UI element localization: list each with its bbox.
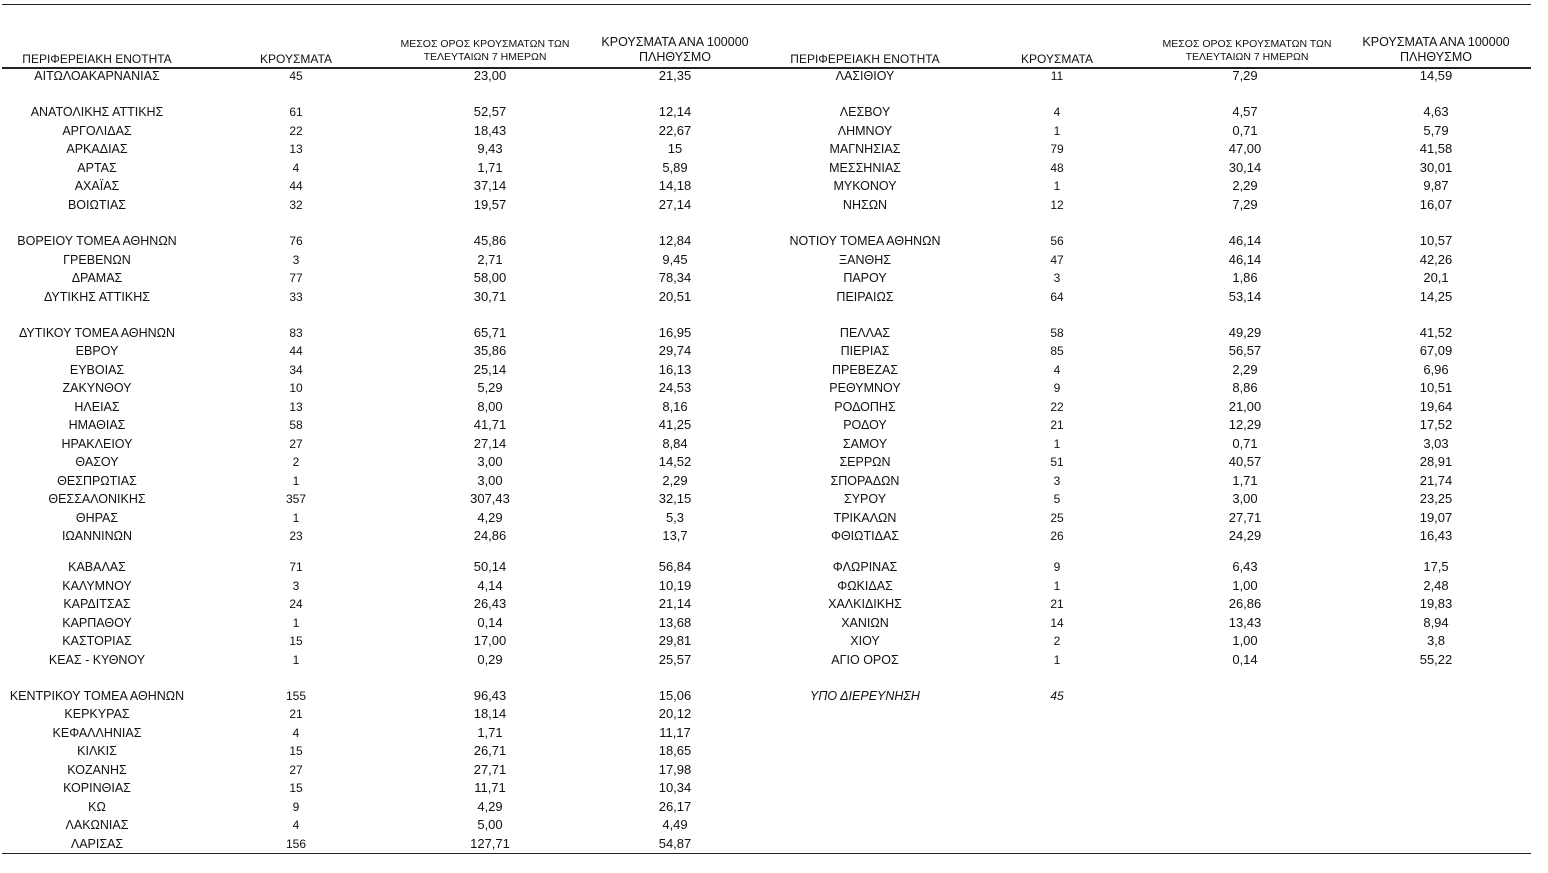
right-region-cell: ΛΕΣΒΟΥ	[839, 105, 891, 119]
left-cases-cell: 71	[289, 560, 303, 574]
right-avg-cell: 30,14	[1228, 160, 1262, 175]
left-avg-cell: 35,86	[473, 343, 507, 358]
left-per100k-cell: 5,3	[665, 510, 685, 525]
right-cases-cell: 1	[1053, 437, 1061, 451]
left-region-cell: ΒΟΙΩΤΙΑΣ	[67, 198, 127, 212]
left-region-cell: ΘΕΣΠΡΩΤΙΑΣ	[57, 474, 137, 488]
left-region-cell: ΚΑΡΠΑΘΟΥ	[62, 616, 132, 630]
right-per100k-cell: 10,51	[1419, 380, 1453, 395]
left-header-per100k	[585, 35, 765, 65]
left-cases-cell: 44	[289, 344, 303, 358]
left-avg-cell: 11,71	[474, 780, 506, 795]
right-avg-cell: 56,57	[1228, 343, 1262, 358]
right-region-cell: ΧΙΟΥ	[850, 634, 880, 648]
left-region-cell: ΚΕΡΚΥΡΑΣ	[64, 707, 130, 721]
left-avg-cell: 4,14	[477, 578, 503, 593]
right-avg-cell: 53,14	[1228, 289, 1262, 304]
right-avg-cell: 26,86	[1228, 596, 1262, 611]
right-cases-cell: 14	[1050, 616, 1064, 630]
left-header-region: ΠΕΡΙΦΕΡΕΙΑΚΗ ΕΝΟΤΗΤΑ	[22, 52, 172, 66]
right-avg-cell: 0,14	[1232, 652, 1258, 667]
left-cases-cell: 9	[292, 800, 300, 814]
right-cases-cell: 51	[1050, 455, 1064, 469]
left-per100k-cell: 9,45	[662, 252, 688, 267]
left-cases-cell: 33	[289, 290, 303, 304]
left-region-cell: ΔΡΑΜΑΣ	[71, 271, 123, 285]
left-cases-cell: 4	[292, 818, 300, 832]
right-region-cell: ΝΗΣΩΝ	[842, 198, 888, 212]
left-cases-cell: 45	[289, 69, 303, 83]
left-region-cell: ΙΩΑΝΝΙΝΩΝ	[61, 529, 133, 543]
right-per100k-cell: 2,48	[1423, 578, 1449, 593]
left-cases-cell: 3	[292, 253, 300, 267]
left-per100k-cell: 10,34	[658, 780, 692, 795]
left-avg-cell: 52,57	[473, 104, 507, 119]
right-per100k-cell: 4,63	[1423, 104, 1449, 119]
left-per100k-cell: 20,12	[658, 706, 692, 721]
right-per100k-cell: 9,87	[1423, 178, 1449, 193]
left-per100k-cell: 10,19	[658, 578, 692, 593]
right-region-cell: ΤΡΙΚΑΛΩΝ	[833, 511, 897, 525]
left-avg-cell: 23,00	[473, 68, 507, 83]
left-cases-cell: 58	[289, 418, 303, 432]
right-per100k-cell: 20,1	[1423, 270, 1449, 285]
right-per100k-cell: 16,07	[1419, 197, 1453, 212]
right-region-cell: ΦΛΩΡΙΝΑΣ	[832, 560, 898, 574]
left-region-cell: ΓΡΕΒΕΝΩΝ	[63, 253, 131, 267]
left-cases-cell: 357	[285, 492, 307, 506]
right-avg-cell: 0,71	[1232, 123, 1258, 138]
left-cases-cell: 27	[289, 763, 303, 777]
left-region-cell: ΚΙΛΚΙΣ	[77, 744, 117, 758]
left-region-cell: ΑΡΚΑΔΙΑΣ	[66, 142, 128, 156]
left-avg-cell: 65,71	[473, 325, 507, 340]
right-region-cell: ΥΠΟ ΔΙΕΡΕΥΝΗΣΗ	[810, 689, 920, 703]
left-avg-cell: 45,86	[473, 233, 507, 248]
left-region-cell: ΚΑΡΔΙΤΣΑΣ	[63, 597, 131, 611]
right-cases-cell: 47	[1050, 253, 1064, 267]
right-region-cell: ΞΑΝΘΗΣ	[839, 253, 891, 267]
left-per100k-cell: 12,84	[658, 233, 692, 248]
left-avg-cell: 19,57	[473, 197, 507, 212]
right-per100k-cell: 41,58	[1419, 141, 1453, 156]
left-avg-cell: 58,00	[473, 270, 507, 285]
right-avg-cell: 46,14	[1228, 252, 1262, 267]
left-per100k-cell: 24,53	[658, 380, 692, 395]
bottom-rule	[2, 853, 1531, 854]
left-per100k-cell: 14,52	[658, 454, 692, 469]
left-cases-cell: 10	[289, 381, 303, 395]
left-per100k-cell: 18,65	[658, 743, 692, 758]
left-region-cell: ΚΑΒΑΛΑΣ	[68, 560, 126, 574]
right-avg-cell: 46,14	[1228, 233, 1262, 248]
right-avg-cell: 27,71	[1228, 510, 1262, 525]
right-avg-cell: 3,00	[1232, 491, 1258, 506]
right-region-cell: ΠΕΙΡΑΙΩΣ	[836, 290, 894, 304]
left-cases-cell: 21	[289, 707, 303, 721]
right-avg-cell: 13,43	[1228, 615, 1262, 630]
left-cases-cell: 13	[289, 400, 303, 414]
right-cases-cell: 1	[1053, 124, 1061, 138]
left-cases-cell: 15	[289, 744, 303, 758]
right-per100k-cell: 5,79	[1423, 123, 1449, 138]
left-header-avg-line2: ΤΕΛΕΥΤΑΙΩΝ 7 ΗΜΕΡΩΝ	[423, 51, 547, 63]
right-avg-cell: 21,00	[1228, 399, 1262, 414]
left-cases-cell: 61	[289, 105, 303, 119]
right-region-cell: ΡΕΘΥΜΝΟΥ	[829, 381, 901, 395]
left-region-cell: ΗΛΕΙΑΣ	[74, 400, 120, 414]
left-cases-cell: 1	[292, 616, 300, 630]
left-region-cell: ΚΟΖΑΝΗΣ	[67, 763, 127, 777]
right-region-cell: ΠΕΛΛΑΣ	[839, 326, 891, 340]
left-avg-cell: 5,00	[477, 817, 503, 832]
left-region-cell: ΔΥΤΙΚΗΣ ΑΤΤΙΚΗΣ	[44, 290, 150, 304]
left-cases-cell: 32	[289, 198, 303, 212]
right-per100k-cell: 14,25	[1419, 289, 1453, 304]
right-avg-cell: 1,71	[1232, 473, 1258, 488]
left-cases-cell: 83	[289, 326, 303, 340]
right-cases-cell: 9	[1053, 381, 1061, 395]
left-avg-cell: 8,00	[477, 399, 503, 414]
right-per100k-cell: 28,91	[1419, 454, 1453, 469]
left-avg-cell: 96,43	[473, 688, 507, 703]
right-avg-cell: 24,29	[1228, 528, 1262, 543]
left-per100k-cell: 20,51	[658, 289, 692, 304]
left-per100k-cell: 54,87	[658, 836, 692, 851]
right-region-cell: ΧΑΛΚΙΔΙΚΗΣ	[828, 597, 902, 611]
right-per100k-cell: 67,09	[1419, 343, 1453, 358]
right-cases-cell: 21	[1050, 597, 1064, 611]
right-region-cell: ΧΑΝΙΩΝ	[841, 616, 889, 630]
left-region-cell: ΑΧΑΪΑΣ	[74, 179, 120, 193]
left-per100k-cell: 56,84	[658, 559, 692, 574]
left-cases-cell: 1	[292, 474, 300, 488]
right-per100k-cell: 16,43	[1419, 528, 1453, 543]
left-header-per100k-line2: ΠΛΗΘΥΣΜΟ	[639, 50, 711, 64]
left-per100k-cell: 13,7	[662, 528, 688, 543]
right-per100k-cell: 10,57	[1419, 233, 1453, 248]
right-cases-cell: 21	[1050, 418, 1064, 432]
left-per100k-cell: 12,14	[658, 104, 692, 119]
left-per100k-cell: 15	[667, 141, 683, 156]
left-region-cell: ΛΑΚΩΝΙΑΣ	[65, 818, 129, 832]
left-avg-cell: 2,71	[477, 252, 503, 267]
right-avg-cell: 1,00	[1232, 633, 1258, 648]
right-cases-cell: 3	[1053, 271, 1061, 285]
right-cases-cell: 9	[1053, 560, 1061, 574]
left-cases-cell: 77	[289, 271, 303, 285]
left-avg-cell: 18,43	[473, 123, 507, 138]
left-header-per100k-line1: ΚΡΟΥΣΜΑΤΑ ΑΝΑ 100000	[601, 35, 749, 49]
right-per100k-cell: 19,07	[1419, 510, 1453, 525]
right-cases-cell: 25	[1050, 511, 1064, 525]
left-avg-cell: 1,71	[477, 725, 503, 740]
right-region-cell: ΦΩΚΙΔΑΣ	[837, 579, 893, 593]
right-avg-cell: 40,57	[1228, 454, 1262, 469]
left-region-cell: ΚΑΛΥΜΝΟΥ	[62, 579, 132, 593]
right-region-cell: ΜΥΚΟΝΟΥ	[833, 179, 897, 193]
left-cases-cell: 24	[289, 597, 303, 611]
right-cases-cell: 22	[1050, 400, 1064, 414]
top-rule	[2, 4, 1531, 5]
left-per100k-cell: 32,15	[658, 491, 692, 506]
right-cases-cell: 58	[1050, 326, 1064, 340]
left-cases-cell: 76	[289, 234, 303, 248]
right-cases-cell: 11	[1050, 69, 1064, 83]
right-cases-cell: 4	[1053, 363, 1061, 377]
left-avg-cell: 25,14	[473, 362, 507, 377]
left-region-cell: ΚΑΣΤΟΡΙΑΣ	[62, 634, 132, 648]
right-avg-cell: 47,00	[1228, 141, 1262, 156]
left-per100k-cell: 15,06	[658, 688, 692, 703]
right-per100k-cell: 17,52	[1419, 417, 1453, 432]
right-region-cell: ΡΟΔΟΠΗΣ	[834, 400, 896, 414]
right-per100k-cell: 3,03	[1423, 436, 1449, 451]
left-cases-cell: 2	[292, 455, 300, 469]
right-header-avg-line2: ΤΕΛΕΥΤΑΙΩΝ 7 ΗΜΕΡΩΝ	[1185, 51, 1309, 63]
left-avg-cell: 3,00	[477, 473, 503, 488]
right-header-per100k	[1346, 35, 1526, 65]
right-cases-cell: 1	[1053, 579, 1061, 593]
right-avg-cell: 2,29	[1232, 178, 1258, 193]
left-per100k-cell: 16,95	[658, 325, 692, 340]
left-region-cell: ΑΡΓΟΛΙΔΑΣ	[62, 124, 132, 138]
right-region-cell: ΠΑΡΟΥ	[843, 271, 887, 285]
left-cases-cell: 34	[289, 363, 303, 377]
right-per100k-cell: 30,01	[1419, 160, 1453, 175]
right-avg-cell: 49,29	[1228, 325, 1262, 340]
right-header-cases: ΚΡΟΥΣΜΑΤΑ	[1021, 52, 1093, 66]
left-per100k-cell: 17,98	[658, 762, 692, 777]
left-avg-cell: 9,43	[477, 141, 503, 156]
left-cases-cell: 1	[292, 511, 300, 525]
left-per100k-cell: 21,14	[658, 596, 692, 611]
left-avg-cell: 3,00	[477, 454, 503, 469]
right-region-cell: ΡΟΔΟΥ	[843, 418, 887, 432]
left-avg-cell: 4,29	[477, 799, 503, 814]
left-avg-cell: 50,14	[473, 559, 507, 574]
left-region-cell: ΘΕΣΣΑΛΟΝΙΚΗΣ	[48, 492, 146, 506]
left-per100k-cell: 26,17	[658, 799, 692, 814]
right-header-avg-line1: ΜΕΣΟΣ ΟΡΟΣ ΚΡΟΥΣΜΑΤΩΝ ΤΩΝ	[1162, 38, 1332, 50]
left-region-cell: ΚΕΦΑΛΛΗΝΙΑΣ	[52, 726, 142, 740]
right-per100k-cell: 6,96	[1423, 362, 1449, 377]
right-cases-cell: 1	[1053, 653, 1061, 667]
left-cases-cell: 4	[292, 161, 300, 175]
left-per100k-cell: 22,67	[658, 123, 692, 138]
right-per100k-cell: 3,8	[1426, 633, 1446, 648]
right-region-cell: ΠΙΕΡΙΑΣ	[840, 344, 890, 358]
left-avg-cell: 30,71	[473, 289, 507, 304]
left-region-cell: ΕΒΡΟΥ	[75, 344, 119, 358]
right-cases-cell: 64	[1050, 290, 1064, 304]
left-per100k-cell: 8,84	[662, 436, 688, 451]
left-per100k-cell: 29,81	[658, 633, 692, 648]
right-per100k-cell: 14,59	[1419, 68, 1453, 83]
left-cases-cell: 15	[289, 634, 303, 648]
left-avg-cell: 1,71	[477, 160, 503, 175]
left-region-cell: ΑΝΑΤΟΛΙΚΗΣ ΑΤΤΙΚΗΣ	[30, 105, 164, 119]
right-region-cell: ΦΘΙΩΤΙΔΑΣ	[830, 529, 900, 543]
left-per100k-cell: 8,16	[662, 399, 688, 414]
left-per100k-cell: 78,34	[658, 270, 692, 285]
right-cases-cell: 4	[1053, 105, 1061, 119]
left-avg-cell: 0,14	[477, 615, 503, 630]
right-header-avg	[1142, 38, 1352, 64]
right-cases-cell: 1	[1053, 179, 1061, 193]
left-region-cell: ΘΑΣΟΥ	[75, 455, 119, 469]
right-cases-cell: 79	[1050, 142, 1064, 156]
left-region-cell: ΚΕΝΤΡΙΚΟΥ ΤΟΜΕΑ ΑΘΗΝΩΝ	[9, 689, 185, 703]
left-avg-cell: 26,71	[473, 743, 507, 758]
right-region-cell: ΠΡΕΒΕΖΑΣ	[831, 363, 899, 377]
right-cases-cell: 48	[1050, 161, 1064, 175]
right-avg-cell: 6,43	[1232, 559, 1258, 574]
right-avg-cell: 8,86	[1232, 380, 1258, 395]
right-cases-cell: 45	[1050, 689, 1064, 703]
left-region-cell: ΑΙΤΩΛΟΑΚΑΡΝΑΝΙΑΣ	[34, 69, 160, 83]
right-avg-cell: 2,29	[1232, 362, 1258, 377]
right-per100k-cell: 21,74	[1419, 473, 1453, 488]
right-avg-cell: 7,29	[1232, 68, 1258, 83]
left-cases-cell: 13	[289, 142, 303, 156]
right-per100k-cell: 55,22	[1419, 652, 1453, 667]
right-region-cell: ΣΑΜΟΥ	[842, 437, 888, 451]
left-region-cell: ΚΕΑΣ - ΚΥΘΝΟΥ	[48, 653, 146, 667]
right-region-cell: ΛΗΜΝΟΥ	[837, 124, 893, 138]
right-region-cell: ΣΠΟΡΑΔΩΝ	[830, 474, 900, 488]
left-avg-cell: 18,14	[473, 706, 507, 721]
left-per100k-cell: 29,74	[658, 343, 692, 358]
left-per100k-cell: 13,68	[658, 615, 692, 630]
left-region-cell: ΚΩ	[88, 800, 106, 814]
left-cases-cell: 44	[289, 179, 303, 193]
left-avg-cell: 41,71	[473, 417, 507, 432]
left-region-cell: ΖΑΚΥΝΘΟΥ	[62, 381, 132, 395]
left-region-cell: ΛΑΡΙΣΑΣ	[70, 837, 124, 851]
left-avg-cell: 27,14	[473, 436, 507, 451]
left-cases-cell: 155	[285, 689, 307, 703]
right-cases-cell: 56	[1050, 234, 1064, 248]
right-cases-cell: 85	[1050, 344, 1064, 358]
right-avg-cell: 0,71	[1232, 436, 1258, 451]
right-region-cell: ΝΟΤΙΟΥ ΤΟΜΕΑ ΑΘΗΝΩΝ	[789, 234, 941, 248]
left-cases-cell: 1	[292, 653, 300, 667]
left-per100k-cell: 11,17	[659, 725, 691, 740]
right-cases-cell: 5	[1053, 492, 1061, 506]
left-cases-cell: 22	[289, 124, 303, 138]
right-per100k-cell: 23,25	[1419, 491, 1453, 506]
left-header-avg	[380, 38, 590, 64]
right-region-cell: ΣΕΡΡΩΝ	[839, 455, 891, 469]
left-per100k-cell: 25,57	[658, 652, 692, 667]
left-cases-cell: 15	[289, 781, 303, 795]
left-avg-cell: 307,43	[470, 491, 510, 506]
left-avg-cell: 26,43	[473, 596, 507, 611]
left-region-cell: ΘΗΡΑΣ	[75, 511, 119, 525]
left-avg-cell: 0,29	[477, 652, 503, 667]
left-region-cell: ΚΟΡΙΝΘΙΑΣ	[63, 781, 131, 795]
right-region-cell: ΑΓΙΟ ΟΡΟΣ	[831, 653, 899, 667]
left-cases-cell: 156	[285, 837, 307, 851]
right-per100k-cell: 19,83	[1419, 596, 1453, 611]
left-avg-cell: 17,00	[473, 633, 507, 648]
left-region-cell: ΕΥΒΟΙΑΣ	[69, 363, 125, 377]
left-per100k-cell: 4,49	[662, 817, 688, 832]
left-header-cases: ΚΡΟΥΣΜΑΤΑ	[260, 52, 332, 66]
left-per100k-cell: 14,18	[658, 178, 692, 193]
left-per100k-cell: 21,35	[658, 68, 692, 83]
right-per100k-cell: 19,64	[1419, 399, 1453, 414]
right-per100k-cell: 8,94	[1423, 615, 1449, 630]
right-header-region: ΠΕΡΙΦΕΡΕΙΑΚΗ ΕΝΟΤΗΤΑ	[790, 52, 940, 66]
right-header-per100k-line1: ΚΡΟΥΣΜΑΤΑ ΑΝΑ 100000	[1362, 35, 1510, 49]
left-region-cell: ΗΜΑΘΙΑΣ	[68, 418, 126, 432]
right-avg-cell: 4,57	[1232, 104, 1258, 119]
left-per100k-cell: 41,25	[658, 417, 692, 432]
right-per100k-cell: 41,52	[1419, 325, 1453, 340]
right-region-cell: ΣΥΡΟΥ	[843, 492, 887, 506]
right-cases-cell: 26	[1050, 529, 1064, 543]
left-avg-cell: 5,29	[477, 380, 503, 395]
left-avg-cell: 24,86	[473, 528, 507, 543]
right-region-cell: ΜΑΓΝΗΣΙΑΣ	[829, 142, 901, 156]
right-avg-cell: 12,29	[1228, 417, 1262, 432]
right-header-per100k-line2: ΠΛΗΘΥΣΜΟ	[1400, 50, 1472, 64]
right-cases-cell: 2	[1053, 634, 1061, 648]
right-avg-cell: 7,29	[1232, 197, 1258, 212]
left-cases-cell: 4	[292, 726, 300, 740]
left-per100k-cell: 16,13	[658, 362, 692, 377]
left-per100k-cell: 2,29	[662, 473, 688, 488]
right-region-cell: ΛΑΣΙΘΙΟΥ	[835, 69, 895, 83]
right-cases-cell: 12	[1050, 198, 1064, 212]
left-avg-cell: 4,29	[477, 510, 503, 525]
right-per100k-cell: 42,26	[1419, 252, 1453, 267]
left-region-cell: ΔΥΤΙΚΟΥ ΤΟΜΕΑ ΑΘΗΝΩΝ	[18, 326, 176, 340]
left-cases-cell: 23	[289, 529, 303, 543]
left-header-avg-line1: ΜΕΣΟΣ ΟΡΟΣ ΚΡΟΥΣΜΑΤΩΝ ΤΩΝ	[400, 38, 570, 50]
left-per100k-cell: 27,14	[658, 197, 692, 212]
left-region-cell: ΑΡΤΑΣ	[77, 161, 117, 175]
left-avg-cell: 27,71	[473, 762, 507, 777]
left-avg-cell: 37,14	[473, 178, 507, 193]
left-region-cell: ΒΟΡΕΙΟΥ ΤΟΜΕΑ ΑΘΗΝΩΝ	[17, 234, 177, 248]
left-region-cell: ΗΡΑΚΛΕΙΟΥ	[61, 437, 133, 451]
right-avg-cell: 1,86	[1232, 270, 1258, 285]
right-avg-cell: 1,00	[1232, 578, 1258, 593]
right-region-cell: ΜΕΣΣΗΝΙΑΣ	[829, 161, 901, 175]
left-cases-cell: 27	[289, 437, 303, 451]
right-per100k-cell: 17,5	[1423, 559, 1449, 574]
right-cases-cell: 3	[1053, 474, 1061, 488]
left-cases-cell: 3	[292, 579, 300, 593]
left-per100k-cell: 5,89	[662, 160, 688, 175]
left-avg-cell: 127,71	[470, 836, 510, 851]
